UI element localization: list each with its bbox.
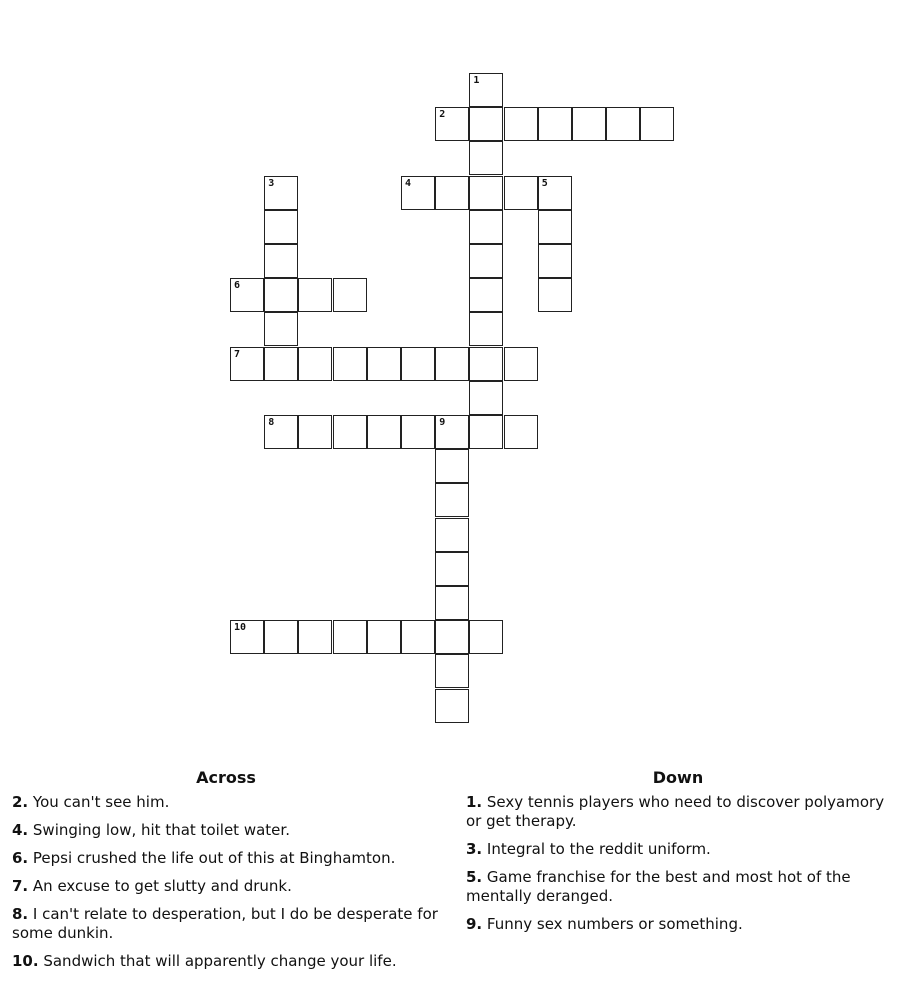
clue-number: 10. <box>12 952 39 970</box>
clue-text: Funny sex numbers or something. <box>482 915 743 933</box>
grid-cell[interactable] <box>640 107 674 141</box>
grid-cell[interactable] <box>264 210 298 244</box>
grid-cell[interactable] <box>435 552 469 586</box>
grid-cell[interactable] <box>469 107 503 141</box>
grid-cell[interactable] <box>435 654 469 688</box>
grid-cell[interactable] <box>333 278 367 312</box>
grid-cell[interactable] <box>435 415 469 449</box>
grid-cell[interactable] <box>469 381 503 415</box>
clue-number-label: 7 <box>234 348 241 360</box>
grid-cell[interactable] <box>435 620 469 654</box>
grid-cell[interactable] <box>435 586 469 620</box>
clue-text: Swinging low, hit that toilet water. <box>28 821 290 839</box>
grid-cell[interactable] <box>469 141 503 175</box>
grid-cell[interactable] <box>401 347 435 381</box>
grid-cell[interactable] <box>264 278 298 312</box>
clue-text: Sandwich that will apparently change your life. <box>38 952 397 970</box>
down-clue <box>466 840 886 859</box>
grid-cell[interactable] <box>401 176 435 210</box>
grid-cell[interactable] <box>367 347 401 381</box>
grid-cell[interactable] <box>435 176 469 210</box>
clue-number-label: 8 <box>268 417 275 428</box>
grid-cell[interactable] <box>469 347 503 381</box>
clue-text: Pepsi crushed the life out of this at Binghamton. <box>28 849 396 867</box>
clue-text: Integral to the reddit uniform. <box>482 840 711 858</box>
across-clue <box>12 821 442 840</box>
grid-cell[interactable] <box>264 176 298 210</box>
grid-cell[interactable] <box>469 312 503 346</box>
down-clues <box>466 768 886 943</box>
grid-cell[interactable] <box>264 312 298 346</box>
grid-cell[interactable] <box>401 415 435 449</box>
grid-cell[interactable] <box>504 107 538 141</box>
grid-cell[interactable] <box>538 278 572 312</box>
grid-cell[interactable] <box>435 449 469 483</box>
grid-cell[interactable] <box>606 107 640 141</box>
grid-cell[interactable] <box>538 244 572 278</box>
down-clue <box>466 793 886 831</box>
grid-cell[interactable] <box>469 620 503 654</box>
grid-cell[interactable] <box>264 347 298 381</box>
grid-cell[interactable] <box>367 620 401 654</box>
across-clue <box>12 905 442 943</box>
clue-number-label: 3 <box>268 177 275 189</box>
grid-cell[interactable] <box>264 620 298 654</box>
clue-text: Game franchise for the best and most hot of the mentally deranged. <box>466 868 851 905</box>
grid-cell[interactable] <box>538 107 572 141</box>
clue-number: 6. <box>12 849 29 867</box>
across-heading: Across <box>196 768 256 787</box>
across-clue <box>12 849 442 868</box>
grid-cell[interactable] <box>572 107 606 141</box>
clue-number: 2. <box>12 793 29 811</box>
clue-number-label: 1 <box>473 75 480 86</box>
grid-cell[interactable] <box>435 347 469 381</box>
grid-cell[interactable] <box>435 107 469 141</box>
grid-cell[interactable] <box>230 278 264 312</box>
clue-number-label: 5 <box>541 177 548 189</box>
grid-cell[interactable] <box>504 347 538 381</box>
across-clues <box>12 768 442 980</box>
grid-cell[interactable] <box>504 415 538 449</box>
grid-cell[interactable] <box>333 620 367 654</box>
grid-cell[interactable] <box>230 347 264 381</box>
grid-cell[interactable] <box>504 176 538 210</box>
grid-cell[interactable] <box>469 176 503 210</box>
grid-cell[interactable] <box>401 620 435 654</box>
clue-number: 3. <box>466 840 483 858</box>
grid-cell[interactable] <box>264 415 298 449</box>
grid-cell[interactable] <box>298 620 332 654</box>
clue-text: Sexy tennis players who need to discover polyamory or get therapy. <box>466 793 885 830</box>
clue-number: 1. <box>466 793 483 811</box>
clue-number: 7. <box>12 877 29 895</box>
grid-cell[interactable] <box>367 415 401 449</box>
clue-number-label: 2 <box>439 109 446 121</box>
down-heading: Down <box>652 768 704 787</box>
grid-cell[interactable] <box>469 210 503 244</box>
grid-cell[interactable] <box>435 483 469 517</box>
grid-cell[interactable] <box>538 210 572 244</box>
clue-text: An excuse to get slutty and drunk. <box>28 877 292 895</box>
grid-cell[interactable] <box>435 689 469 723</box>
down-clue <box>466 868 886 906</box>
grid-cell[interactable] <box>333 347 367 381</box>
grid-cell[interactable] <box>435 518 469 552</box>
across-clue <box>12 952 442 971</box>
grid-cell[interactable] <box>298 415 332 449</box>
grid-cell[interactable] <box>469 278 503 312</box>
clue-text: You can't see him. <box>28 793 170 811</box>
clue-number: 4. <box>12 821 29 839</box>
clue-text: I can't relate to desperation, but I do be desperate for some dunkin. <box>12 905 438 942</box>
down-clue <box>466 915 886 934</box>
across-clue <box>12 793 442 812</box>
clue-number-label: 9 <box>439 417 446 428</box>
grid-cell[interactable] <box>230 620 264 654</box>
grid-cell[interactable] <box>538 176 572 210</box>
clue-number-label: 6 <box>234 280 241 292</box>
grid-cell[interactable] <box>264 244 298 278</box>
grid-cell[interactable] <box>298 347 332 381</box>
grid-cell[interactable] <box>469 244 503 278</box>
clue-number: 8. <box>12 905 29 923</box>
grid-cell[interactable] <box>333 415 367 449</box>
clue-number-label: 4 <box>405 177 412 189</box>
across-clue <box>12 877 442 896</box>
clue-number: 9. <box>466 915 483 933</box>
grid-cell[interactable] <box>298 278 332 312</box>
clue-number: 5. <box>466 868 483 886</box>
grid-cell[interactable] <box>469 415 503 449</box>
grid-cell[interactable] <box>469 73 503 107</box>
clue-number-label: 10 <box>234 622 247 634</box>
